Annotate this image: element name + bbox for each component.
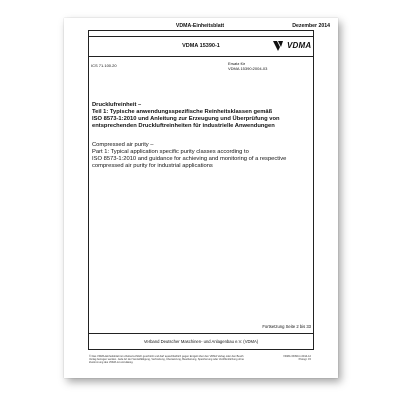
title-german-line: Teil 1: Typische anwendungsspezifische Reinheitsklassen gemäß: [92, 109, 273, 116]
continuation-note: Fortsetzung Seite 2 bis 33: [262, 324, 311, 329]
vdma-logo-icon: [273, 40, 285, 52]
ics-code: ICS 71.100.20: [91, 63, 117, 68]
replaces-block: [228, 61, 308, 71]
title-english-line: Part 1: Typical application specific purity classes according to: [92, 149, 249, 156]
logo-text: VDMA: [287, 41, 312, 50]
replaces-value: VDMA 15390:2004-03: [228, 66, 268, 71]
divider: [88, 36, 314, 37]
divider: [88, 333, 314, 334]
page-frame: [88, 30, 314, 350]
copyright-notice: © Das VDMA-Einheitsblatt ist urheberrechtlich geschützt und darf ausschließlich gegen Entgelt über den VDMA Verlag oder den Beuth Verlag bezogen werden. Jede Art der Vervielfältigung, Verbreitung, Übersetzung, Bearbeitung, Speicherung oder Veröffentlichung ohne Zustimmung des VDMA ist unzulässig.: [89, 355, 244, 365]
series-title: VDMA-Einheitsblatt: [175, 23, 225, 29]
title-german: [92, 102, 314, 130]
title-german-line: Drucklufreinheit –: [92, 102, 142, 108]
title-english-line: ISO 8573-1:2010 and guidance for achieving and monitoring of a respective: [92, 156, 287, 163]
document-number: VDMA 15390-1: [182, 43, 220, 49]
title-english-line: compressed air purity for industrial applications: [92, 163, 213, 170]
issue-date: Dezember 2014: [292, 23, 330, 29]
title-german-line: entsprechenden Druckluftreinheiten für industrielle Anwendungen: [92, 123, 275, 130]
publisher: Verband Deutscher Maschinen- und Anlagenbau e.V. (VDMA): [143, 339, 259, 344]
title-english-line: Compressed air purity –: [92, 142, 154, 148]
footer-reference: [261, 355, 311, 361]
vdma-logo: [273, 38, 313, 53]
divider: [88, 56, 314, 57]
replaces-label: Ersatz für: [228, 61, 246, 66]
title-german-line: ISO 8573-1:2010 und Anleitung zur Erzeugung und Überprüfung von: [92, 116, 280, 123]
title-english: [92, 142, 314, 170]
document-reference: VDMA 15390-1:2014-12: [283, 355, 311, 358]
price-group: Preisgr. 15: [298, 358, 311, 362]
